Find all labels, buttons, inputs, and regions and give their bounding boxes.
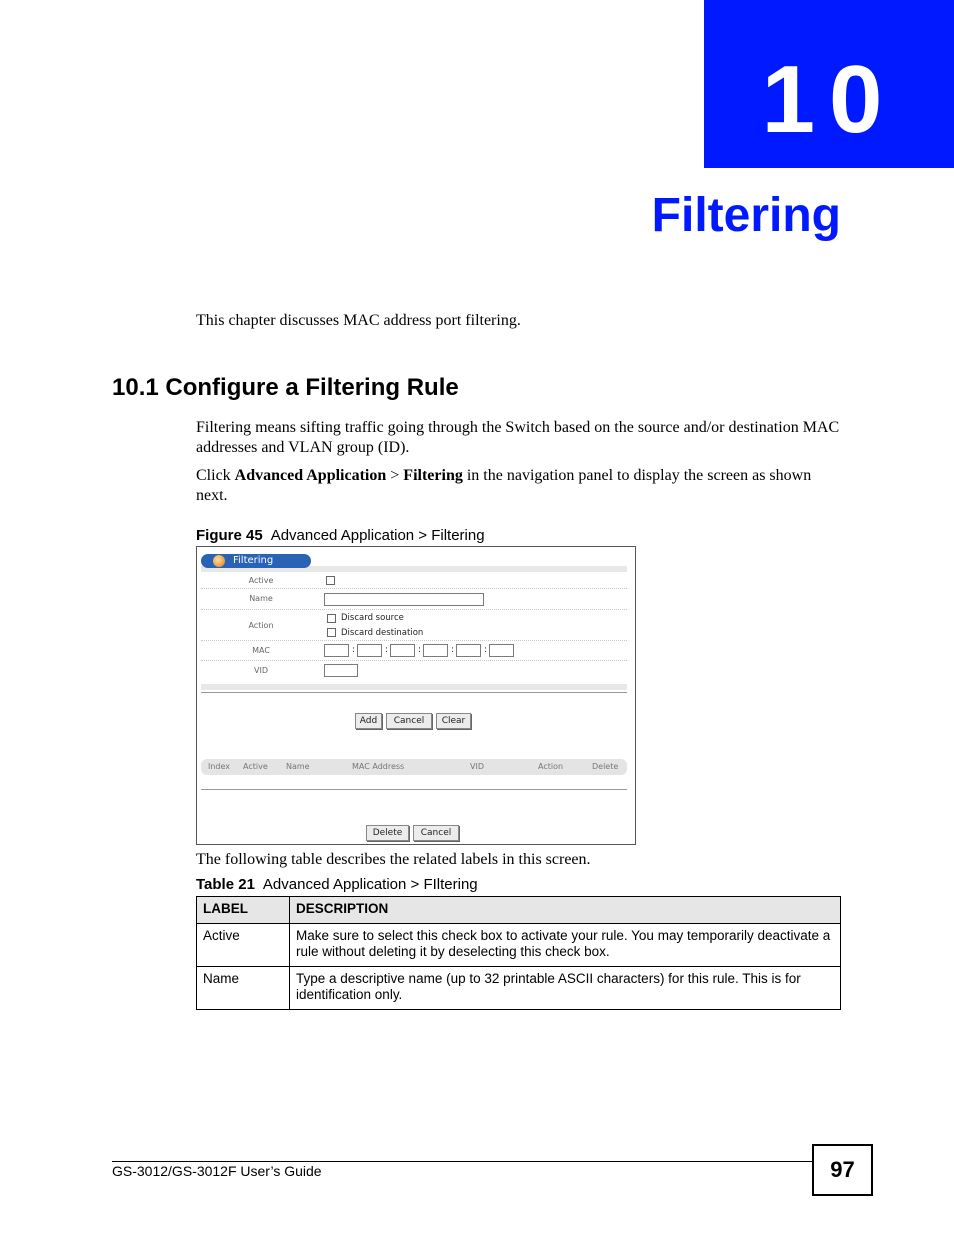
column-mac-address: MAC Address [352,762,405,771]
discard-source-label: Discard source [341,613,404,623]
section-heading: 10.1 Configure a Filtering Rule [112,374,459,401]
bold-filtering: Filtering [403,467,463,484]
filter-form: Active Name Action Discard source Discard destination MAC : : : : : VID [201,572,627,690]
bold-advanced-application: Advanced Application [234,467,387,484]
active-checkbox[interactable] [326,576,335,585]
mac-octet-input[interactable] [357,644,382,657]
discard-destination-label: Discard destination [341,628,424,638]
mac-octet-input[interactable] [456,644,481,657]
discard-destination-checkbox[interactable] [327,628,336,637]
navigation-paragraph: Click Advanced Application > Filtering in the navigation panel to display the screen as shown next. [196,467,812,504]
row-label: Active [197,924,290,967]
chapter-title: Filtering [651,189,841,242]
figure-caption: Figure 45 Advanced Application > Filtering [196,527,485,544]
mac-octet-input[interactable] [390,644,415,657]
table-row [197,924,841,967]
name-input[interactable] [324,593,484,606]
page-number: 97 [812,1144,873,1196]
column-index: Index [208,762,231,771]
table-caption: Table 21 Advanced Application > FIltering [196,876,478,893]
action-label: Action [248,621,274,630]
name-label: Name [249,594,273,603]
column-delete: Delete [592,762,619,771]
filtering-screenshot [196,546,636,845]
mac-octet-input[interactable] [489,644,514,657]
vid-label: VID [254,666,268,675]
table-header-row [197,897,841,924]
label-description-table [196,896,841,1010]
chapter-number-box [704,0,954,168]
orb-icon [213,555,225,567]
filtering-definition-paragraph: Filtering means sifting traffic going through the Switch based on the source and/or destination MAC addresses and VLAN group (ID). [196,419,840,456]
footer-guide-title: GS-3012/GS-3012F User’s Guide [112,1163,322,1179]
chapter-number: 10 [761,46,897,153]
mac-label: MAC [252,646,270,655]
discard-source-checkbox[interactable] [327,614,336,623]
mac-octet-input[interactable] [423,644,448,657]
table-intro-paragraph: The following table describes the related labels in this screen. [196,851,591,868]
cancel-delete-button[interactable]: Cancel [413,825,459,841]
mac-octet-input[interactable] [324,644,349,657]
cancel-button[interactable]: Cancel [386,713,432,729]
header-label: LABEL [197,897,290,924]
clear-button[interactable]: Clear [436,713,471,729]
row-description: Make sure to select this check box to activate your rule. You may temporarily deactivate a rule without deleting it by deselecting this check box. [290,924,841,967]
intro-paragraph: This chapter discusses MAC address port filtering. [196,312,521,329]
vid-input[interactable] [324,664,358,677]
filtering-tab: Filtering [201,554,311,568]
header-description: DESCRIPTION [290,897,841,924]
rule-table-header [201,759,627,775]
column-name: Name [286,762,310,771]
column-action: Action [538,762,564,771]
row-description: Type a descriptive name (up to 32 printable ASCII characters) for this rule. This is for identification only. [290,967,841,1010]
column-active: Active [243,762,268,771]
delete-button[interactable]: Delete [366,825,409,841]
row-label: Name [197,967,290,1010]
table-row [197,967,841,1010]
add-button[interactable]: Add [355,713,382,729]
column-vid: VID [470,762,484,771]
active-label: Active [248,576,274,585]
